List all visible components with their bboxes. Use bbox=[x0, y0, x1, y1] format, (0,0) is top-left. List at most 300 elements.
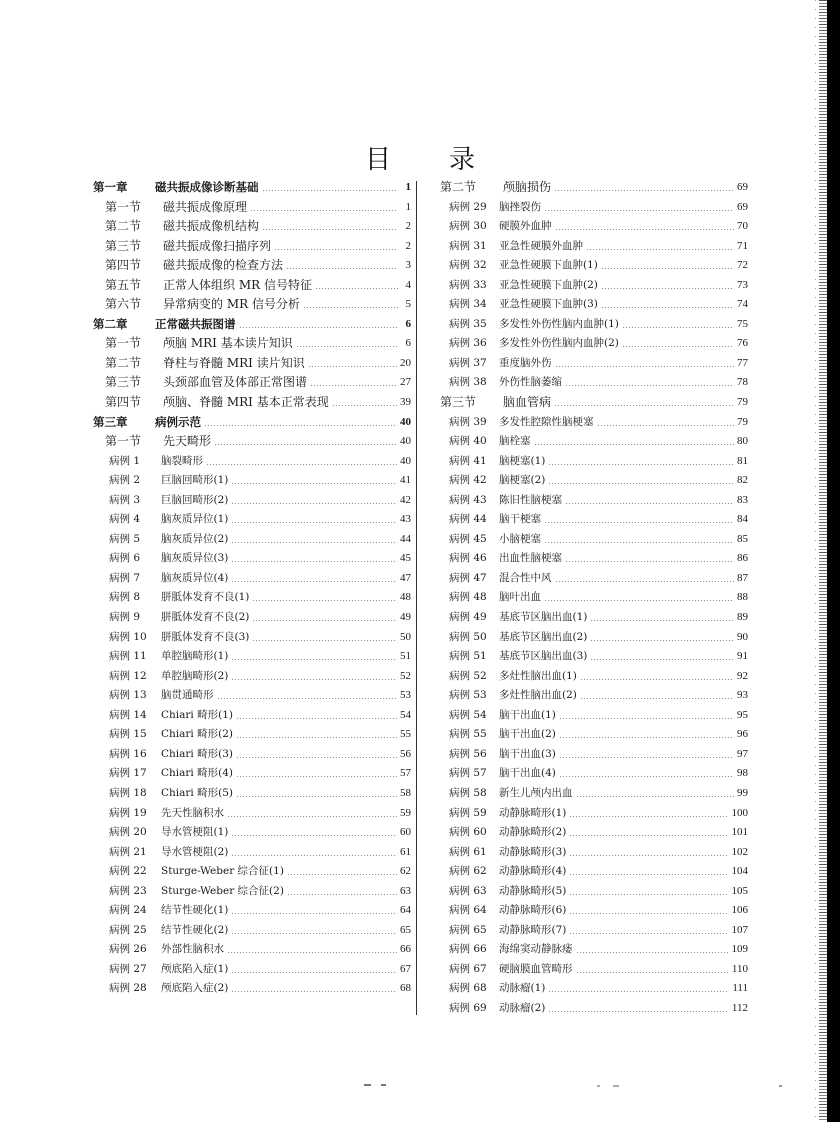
toc-entry-page-number: 104 bbox=[731, 865, 748, 878]
toc-entry-case[interactable] bbox=[93, 491, 411, 511]
dot-leader bbox=[565, 373, 734, 393]
toc-entry-title: 脑灰质异位(1) bbox=[161, 513, 229, 526]
dot-leader bbox=[534, 432, 735, 452]
toc-entry-case[interactable] bbox=[93, 882, 411, 902]
toc-entry-case[interactable] bbox=[93, 921, 411, 941]
toc-entry-title: Chiari 畸形(3) bbox=[161, 747, 234, 760]
toc-entry-case[interactable] bbox=[440, 823, 748, 843]
toc-entry-case[interactable] bbox=[93, 510, 411, 530]
toc-entry-case[interactable] bbox=[440, 764, 748, 784]
toc-entry-case[interactable] bbox=[440, 804, 748, 824]
toc-entry-title: 动脉瘤(2) bbox=[499, 1001, 546, 1014]
toc-entry-case[interactable] bbox=[440, 628, 748, 648]
toc-entry-page-number: 52 bbox=[400, 669, 411, 682]
toc-entry-page-number: 111 bbox=[732, 982, 748, 995]
toc-entry-title: 海绵窦动静脉瘘 bbox=[499, 943, 573, 956]
dot-leader bbox=[239, 315, 399, 335]
toc-entry-page-number: 79 bbox=[737, 396, 748, 409]
dot-leader bbox=[296, 334, 398, 354]
dot-leader bbox=[274, 237, 398, 257]
toc-entry-title: Chiari 畸形(2) bbox=[161, 728, 234, 741]
dot-leader bbox=[315, 276, 398, 296]
toc-entry-section[interactable] bbox=[93, 217, 411, 237]
toc-entry-page-number: 53 bbox=[400, 689, 411, 702]
toc-entry-page-number: 73 bbox=[737, 278, 748, 291]
toc-entry-title: 颅底陷入症(1) bbox=[161, 962, 229, 975]
toc-entry-title: Chiari 畸形(4) bbox=[161, 767, 234, 780]
toc-entry-number: 病例 7 bbox=[109, 571, 141, 584]
toc-entry-page-number: 89 bbox=[737, 611, 748, 624]
toc-entry-number: 病例 30 bbox=[449, 220, 487, 233]
toc-entry-number: 病例 5 bbox=[109, 532, 141, 545]
toc-entry-title: Chiari 畸形(5) bbox=[161, 786, 234, 799]
toc-entry-page-number: 107 bbox=[731, 923, 748, 936]
toc-entry-title: 外伤性脑萎缩 bbox=[499, 376, 562, 389]
toc-entry-number: 病例 24 bbox=[109, 904, 147, 917]
toc-entry-number: 病例 47 bbox=[449, 571, 487, 584]
toc-entry-page-number: 41 bbox=[400, 474, 411, 487]
toc-entry-page-number: 59 bbox=[400, 806, 411, 819]
dot-leader bbox=[236, 725, 397, 745]
toc-entry-page-number: 42 bbox=[400, 493, 411, 506]
toc-entry-case[interactable] bbox=[93, 843, 411, 863]
toc-entry-page-number: 27 bbox=[400, 376, 411, 389]
toc-entry-title: 脑梗塞(1) bbox=[499, 454, 546, 467]
toc-entry-case[interactable] bbox=[93, 530, 411, 550]
toc-entry-case[interactable] bbox=[93, 471, 411, 491]
toc-entry-page-number: 49 bbox=[400, 611, 411, 624]
toc-entry-number: 病例 35 bbox=[449, 317, 487, 330]
toc-entry-case[interactable] bbox=[440, 549, 748, 569]
toc-entry-number: 病例 29 bbox=[449, 200, 487, 213]
scan-edge-noise bbox=[815, 0, 816, 1122]
toc-entry-number: 病例 3 bbox=[109, 493, 141, 506]
dot-leader bbox=[227, 804, 397, 824]
toc-entry-number: 第三节 bbox=[440, 395, 477, 410]
toc-entry-number: 病例 25 bbox=[109, 923, 147, 936]
toc-entry-page-number: 109 bbox=[731, 943, 748, 956]
toc-entry-case[interactable] bbox=[440, 471, 748, 491]
toc-entry-title: 脑栓塞 bbox=[499, 435, 531, 448]
toc-entry-case[interactable] bbox=[440, 901, 748, 921]
dot-leader bbox=[310, 373, 397, 393]
dot-leader bbox=[565, 491, 734, 511]
toc-entry-number: 病例 64 bbox=[449, 904, 487, 917]
toc-entry-title: 病例示范 bbox=[155, 414, 201, 429]
toc-entry-case[interactable] bbox=[440, 686, 748, 706]
toc-entry-title: 先天性脑积水 bbox=[161, 806, 224, 819]
toc-entry-case[interactable] bbox=[440, 725, 748, 745]
toc-entry-number: 第二章 bbox=[93, 316, 128, 331]
toc-entry-chapter[interactable] bbox=[93, 178, 411, 198]
dot-leader bbox=[544, 588, 734, 608]
toc-entry-page-number: 80 bbox=[737, 435, 748, 448]
dot-leader bbox=[332, 393, 397, 413]
dot-leader bbox=[569, 921, 728, 941]
toc-entry-number: 病例 1 bbox=[109, 454, 141, 467]
toc-entry-section[interactable] bbox=[93, 256, 411, 276]
toc-entry-case[interactable] bbox=[440, 256, 748, 276]
toc-entry-title: 脑叶出血 bbox=[499, 591, 541, 604]
toc-entry-page-number: 105 bbox=[731, 884, 748, 897]
toc-entry-case[interactable] bbox=[440, 588, 748, 608]
dot-leader bbox=[597, 413, 735, 433]
toc-entry-case[interactable] bbox=[440, 745, 748, 765]
toc-entry-number: 第三节 bbox=[105, 238, 142, 253]
toc-entry-number: 第三章 bbox=[93, 414, 128, 429]
toc-entry-number: 病例 32 bbox=[449, 259, 487, 272]
toc-entry-case[interactable] bbox=[93, 745, 411, 765]
toc-entry-page-number: 72 bbox=[737, 259, 748, 272]
toc-entry-case[interactable] bbox=[93, 647, 411, 667]
toc-entry-number: 病例 17 bbox=[109, 767, 147, 780]
toc-entry-page-number: 40 bbox=[400, 415, 411, 428]
toc-entry-title: 脊柱与脊髓 MRI 读片知识 bbox=[163, 355, 305, 370]
toc-entry-case[interactable] bbox=[440, 530, 748, 550]
toc-entry-case[interactable] bbox=[440, 432, 748, 452]
toc-entry-title: 脑干出血(4) bbox=[499, 767, 556, 780]
toc-entry-case[interactable] bbox=[93, 940, 411, 960]
toc-entry-section[interactable] bbox=[93, 276, 411, 296]
toc-entry-title: 动静脉畸形(4) bbox=[499, 865, 567, 878]
toc-entry-case[interactable] bbox=[93, 452, 411, 472]
toc-entry-number: 第一节 bbox=[105, 336, 142, 351]
toc-entry-number: 病例 27 bbox=[109, 962, 147, 975]
toc-entry-case[interactable] bbox=[93, 667, 411, 687]
toc-entry-title: 动静脉畸形(5) bbox=[499, 884, 567, 897]
dot-leader bbox=[569, 862, 728, 882]
toc-entry-number: 病例 31 bbox=[449, 239, 487, 252]
toc-entry-case[interactable] bbox=[440, 706, 748, 726]
toc-entry-case[interactable] bbox=[440, 315, 748, 335]
toc-entry-case[interactable] bbox=[440, 979, 748, 999]
toc-entry-case[interactable] bbox=[440, 334, 748, 354]
toc-entry-page-number: 86 bbox=[737, 552, 748, 565]
toc-entry-section[interactable] bbox=[93, 432, 411, 452]
toc-entry-page-number: 6 bbox=[405, 317, 411, 330]
dot-leader bbox=[601, 295, 734, 315]
dot-leader bbox=[236, 706, 397, 726]
toc-entry-page-number: 83 bbox=[737, 493, 748, 506]
toc-entry-case[interactable] bbox=[440, 647, 748, 667]
toc-entry-title: 先天畸形 bbox=[163, 434, 212, 449]
toc-entry-chapter[interactable] bbox=[93, 315, 411, 335]
toc-entry-page-number: 96 bbox=[737, 728, 748, 741]
toc-entry-case[interactable] bbox=[440, 608, 748, 628]
dot-leader bbox=[231, 647, 397, 667]
dot-leader bbox=[252, 628, 397, 648]
toc-entry-title: 磁共振成像原理 bbox=[163, 199, 248, 214]
toc-entry-page-number: 70 bbox=[737, 220, 748, 233]
toc-entry-number: 病例 52 bbox=[449, 669, 487, 682]
toc-entry-title: 正常磁共振图谱 bbox=[155, 316, 236, 331]
dot-leader bbox=[622, 334, 734, 354]
toc-entry-case[interactable] bbox=[440, 960, 748, 980]
toc-entry-page-number: 20 bbox=[400, 356, 411, 369]
toc-entry-number: 第六节 bbox=[105, 297, 142, 312]
toc-entry-title: 脑挫裂伤 bbox=[499, 200, 541, 213]
toc-entry-page-number: 65 bbox=[400, 923, 411, 936]
toc-entry-case[interactable] bbox=[440, 784, 748, 804]
toc-entry-page-number: 95 bbox=[737, 708, 748, 721]
toc-entry-case[interactable] bbox=[93, 549, 411, 569]
toc-entry-page-number: 112 bbox=[731, 1001, 748, 1014]
toc-entry-number: 第一节 bbox=[105, 434, 142, 449]
toc-entry-case[interactable] bbox=[440, 237, 748, 257]
toc-entry-page-number: 4 bbox=[405, 278, 411, 291]
toc-entry-page-number: 64 bbox=[400, 904, 411, 917]
toc-entry-title: 脑裂畸形 bbox=[161, 454, 203, 467]
toc-entry-case[interactable] bbox=[440, 452, 748, 472]
toc-entry-number: 病例 69 bbox=[449, 1001, 487, 1014]
toc-entry-case[interactable] bbox=[93, 706, 411, 726]
toc-entry-title: 陈旧性脑梗塞 bbox=[499, 493, 562, 506]
dot-leader bbox=[590, 647, 734, 667]
toc-entry-section[interactable] bbox=[93, 393, 411, 413]
toc-entry-page-number: 55 bbox=[400, 728, 411, 741]
toc-entry-number: 病例 33 bbox=[449, 278, 487, 291]
toc-entry-page-number: 51 bbox=[400, 650, 411, 663]
dot-leader bbox=[217, 686, 398, 706]
column-divider bbox=[416, 181, 417, 1015]
scan-edge-ragged bbox=[819, 0, 827, 1122]
toc-entry-page-number: 102 bbox=[731, 845, 748, 858]
toc-entry-page-number: 66 bbox=[400, 943, 411, 956]
toc-entry-number: 病例 54 bbox=[449, 708, 487, 721]
toc-entry-number: 病例 59 bbox=[449, 806, 487, 819]
toc-entry-case[interactable] bbox=[93, 979, 411, 999]
toc-entry-case[interactable] bbox=[440, 843, 748, 863]
toc-entry-case[interactable] bbox=[440, 940, 748, 960]
toc-entry-case[interactable] bbox=[440, 354, 748, 374]
toc-entry-number: 第二节 bbox=[105, 355, 142, 370]
dot-leader bbox=[580, 667, 734, 687]
toc-entry-title: 结节性硬化(1) bbox=[161, 904, 229, 917]
toc-entry-page-number: 61 bbox=[400, 845, 411, 858]
dot-leader bbox=[204, 413, 397, 433]
scan-speck bbox=[597, 1085, 600, 1087]
toc-entry-page-number: 98 bbox=[737, 767, 748, 780]
toc-entry-number: 病例 50 bbox=[449, 630, 487, 643]
toc-entry-section[interactable] bbox=[93, 198, 411, 218]
toc-entry-case[interactable] bbox=[93, 804, 411, 824]
toc-entry-page-number: 85 bbox=[737, 532, 748, 545]
toc-entry-number: 病例 44 bbox=[449, 513, 487, 526]
toc-entry-number: 第二节 bbox=[105, 219, 142, 234]
toc-entry-title: 结节性硬化(2) bbox=[161, 923, 229, 936]
toc-entry-title: 颅脑 MRI 基本读片知识 bbox=[163, 336, 293, 351]
toc-entry-page-number: 87 bbox=[737, 571, 748, 584]
dot-leader bbox=[231, 491, 397, 511]
toc-entry-case[interactable] bbox=[440, 667, 748, 687]
toc-entry-title: 颅脑、脊髓 MRI 基本正常表现 bbox=[163, 395, 329, 410]
dot-leader bbox=[231, 921, 397, 941]
dot-leader bbox=[601, 256, 734, 276]
dot-leader bbox=[590, 628, 734, 648]
toc-entry-number: 第四节 bbox=[105, 258, 142, 273]
toc-entry-case[interactable] bbox=[93, 764, 411, 784]
toc-entry-number: 病例 11 bbox=[109, 650, 147, 663]
toc-entry-title: 脑贯通畸形 bbox=[161, 689, 214, 702]
toc-entry-page-number: 5 bbox=[405, 298, 411, 311]
toc-entry-case[interactable] bbox=[440, 882, 748, 902]
toc-entry-case[interactable] bbox=[440, 373, 748, 393]
toc-entry-page-number: 67 bbox=[400, 962, 411, 975]
toc-entry-case[interactable] bbox=[440, 569, 748, 589]
toc-entry-section[interactable] bbox=[93, 373, 411, 393]
toc-entry-page-number: 1 bbox=[405, 181, 411, 193]
dot-leader bbox=[554, 178, 734, 198]
toc-entry-number: 病例 22 bbox=[109, 865, 147, 878]
toc-entry-number: 病例 15 bbox=[109, 728, 147, 741]
toc-column-right bbox=[440, 178, 748, 1019]
toc-entry-page-number: 54 bbox=[400, 708, 411, 721]
toc-entry-chapter[interactable] bbox=[93, 413, 411, 433]
toc-entry-page-number: 6 bbox=[405, 337, 411, 350]
toc-entry-title: 多灶性脑出血(1) bbox=[499, 669, 577, 682]
toc-entry-page-number: 106 bbox=[731, 904, 748, 917]
toc-entry-case[interactable] bbox=[93, 628, 411, 648]
toc-entry-case[interactable] bbox=[93, 725, 411, 745]
toc-entry-page-number: 88 bbox=[737, 591, 748, 604]
dot-leader bbox=[548, 979, 729, 999]
toc-entry-section[interactable] bbox=[93, 237, 411, 257]
toc-entry-page-number: 2 bbox=[405, 220, 411, 233]
dot-leader bbox=[569, 804, 728, 824]
toc-entry-title: 多发性外伤性脑内血肿(1) bbox=[499, 317, 619, 330]
dot-leader bbox=[555, 569, 735, 589]
toc-entry-page-number: 62 bbox=[400, 865, 411, 878]
dot-leader bbox=[555, 217, 735, 237]
toc-entry-page-number: 82 bbox=[737, 474, 748, 487]
toc-entry-section[interactable] bbox=[440, 178, 748, 198]
toc-entry-number: 病例 21 bbox=[109, 845, 147, 858]
scan-speck bbox=[381, 1084, 386, 1086]
toc-entry-number: 病例 58 bbox=[449, 786, 487, 799]
toc-entry-page-number: 74 bbox=[737, 298, 748, 311]
dot-leader bbox=[548, 471, 734, 491]
toc-entry-title: 脑干出血(1) bbox=[499, 708, 556, 721]
dot-leader bbox=[554, 393, 734, 413]
toc-entry-title: 多发性腔隙性脑梗塞 bbox=[499, 415, 594, 428]
toc-entry-title: 动静脉畸形(3) bbox=[499, 845, 567, 858]
dot-leader bbox=[559, 764, 734, 784]
toc-entry-page-number: 101 bbox=[731, 826, 748, 839]
toc-entry-title: 磁共振成像扫描序列 bbox=[163, 238, 272, 253]
toc-entry-title: 基底节区脑出血(2) bbox=[499, 630, 588, 643]
toc-entry-number: 病例 37 bbox=[449, 356, 487, 369]
toc-entry-case[interactable] bbox=[440, 862, 748, 882]
toc-entry-title: 单腔脑畸形(2) bbox=[161, 669, 229, 682]
toc-entry-title: 正常人体组织 MR 信号特征 bbox=[163, 277, 312, 292]
toc-entry-title: 胼胝体发育不良(2) bbox=[161, 611, 250, 624]
toc-entry-number: 病例 8 bbox=[109, 591, 141, 604]
toc-entry-section[interactable] bbox=[93, 334, 411, 354]
toc-entry-page-number: 2 bbox=[405, 239, 411, 252]
toc-entry-page-number: 92 bbox=[737, 669, 748, 682]
toc-entry-title: 颅底陷入症(2) bbox=[161, 982, 229, 995]
toc-entry-section[interactable] bbox=[93, 354, 411, 374]
toc-entry-page-number: 58 bbox=[400, 786, 411, 799]
toc-entry-title: 磁共振成像机结构 bbox=[163, 219, 260, 234]
toc-entry-title: 重度脑外伤 bbox=[499, 356, 552, 369]
dot-leader bbox=[544, 510, 734, 530]
dot-leader bbox=[569, 882, 728, 902]
toc-entry-number: 病例 10 bbox=[109, 630, 147, 643]
toc-entry-title: 亚急性硬膜下血肿(1) bbox=[499, 259, 598, 272]
toc-entry-title: 动静脉畸形(1) bbox=[499, 806, 567, 819]
toc-entry-case[interactable] bbox=[93, 686, 411, 706]
dot-leader bbox=[231, 471, 397, 491]
dot-leader bbox=[544, 198, 734, 218]
dot-leader bbox=[586, 237, 734, 257]
toc-entry-title: 小脑梗塞 bbox=[499, 532, 541, 545]
dot-leader bbox=[544, 530, 734, 550]
toc-entry-case[interactable] bbox=[440, 198, 748, 218]
toc-entry-number: 病例 55 bbox=[449, 728, 487, 741]
toc-entry-case[interactable] bbox=[440, 276, 748, 296]
toc-entry-page-number: 79 bbox=[737, 415, 748, 428]
toc-entry-case[interactable] bbox=[440, 510, 748, 530]
toc-entry-case[interactable] bbox=[93, 608, 411, 628]
toc-entry-number: 第四节 bbox=[105, 395, 142, 410]
toc-entry-title: 亚急性硬膜下血肿(3) bbox=[499, 298, 598, 311]
dot-leader bbox=[262, 217, 398, 237]
toc-entry-case[interactable] bbox=[440, 491, 748, 511]
toc-entry-page-number: 71 bbox=[737, 239, 748, 252]
toc-entry-case[interactable] bbox=[440, 295, 748, 315]
toc-entry-title: 单腔脑畸形(1) bbox=[161, 650, 229, 663]
toc-entry-page-number: 47 bbox=[400, 571, 411, 584]
toc-entry-case[interactable] bbox=[440, 217, 748, 237]
toc-entry-number: 病例 45 bbox=[449, 532, 487, 545]
toc-entry-case[interactable] bbox=[93, 862, 411, 882]
toc-entry-title: 头颈部血管及体部正常图谱 bbox=[163, 375, 308, 390]
toc-entry-case[interactable] bbox=[93, 823, 411, 843]
toc-entry-title: 脑干出血(2) bbox=[499, 728, 556, 741]
toc-entry-title: 脑灰质异位(3) bbox=[161, 552, 229, 565]
dot-leader bbox=[565, 549, 734, 569]
dot-leader bbox=[559, 725, 734, 745]
toc-entry-section[interactable] bbox=[440, 393, 748, 413]
toc-entry-title: 动脉瘤(1) bbox=[499, 982, 546, 995]
toc-entry-case[interactable] bbox=[93, 569, 411, 589]
toc-entry-title: 胼胝体发育不良(3) bbox=[161, 630, 250, 643]
toc-entry-case[interactable] bbox=[440, 999, 748, 1019]
toc-entry-title: 巨脑回畸形(1) bbox=[161, 474, 229, 487]
toc-entry-number: 病例 23 bbox=[109, 884, 147, 897]
toc-entry-title: 动静脉畸形(6) bbox=[499, 904, 567, 917]
toc-entry-case[interactable] bbox=[93, 960, 411, 980]
toc-entry-page-number: 63 bbox=[400, 884, 411, 897]
toc-entry-case[interactable] bbox=[93, 901, 411, 921]
toc-entry-page-number: 44 bbox=[400, 532, 411, 545]
toc-entry-case[interactable] bbox=[440, 921, 748, 941]
toc-entry-title: 脑干出血(3) bbox=[499, 747, 556, 760]
toc-entry-number: 病例 56 bbox=[449, 747, 487, 760]
toc-entry-number: 病例 61 bbox=[449, 845, 487, 858]
toc-entry-section[interactable] bbox=[93, 295, 411, 315]
toc-entry-case[interactable] bbox=[440, 413, 748, 433]
dot-leader bbox=[569, 901, 728, 921]
toc-entry-title: 异常病变的 MR 信号分析 bbox=[163, 297, 300, 312]
toc-entry-case[interactable] bbox=[93, 588, 411, 608]
toc-entry-page-number: 78 bbox=[737, 376, 748, 389]
toc-entry-title: 磁共振成像诊断基础 bbox=[155, 180, 259, 194]
toc-entry-page-number: 84 bbox=[737, 513, 748, 526]
toc-entry-case[interactable] bbox=[93, 784, 411, 804]
toc-entry-page-number: 68 bbox=[400, 982, 411, 995]
